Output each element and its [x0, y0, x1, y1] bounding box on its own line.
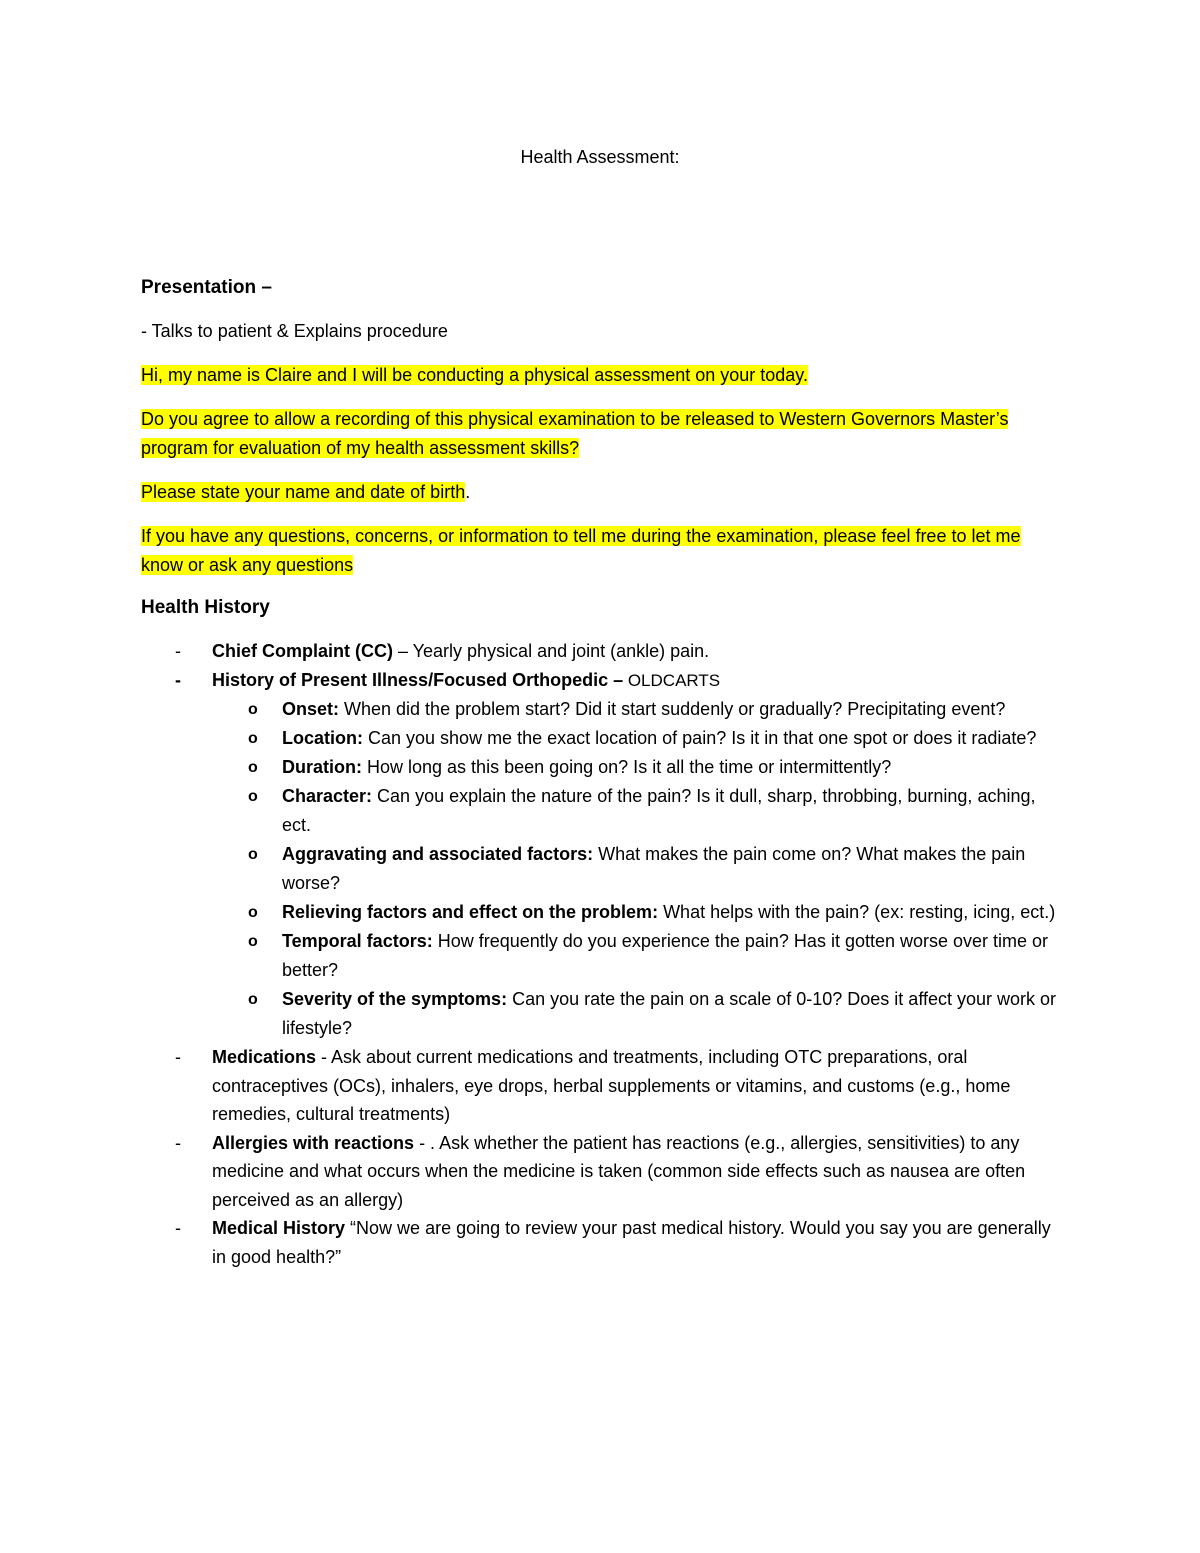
hpi-item-character: [141, 782, 1061, 840]
presentation-intro: - Talks to patient & Explains procedure: [141, 321, 448, 341]
medications-label: Medications: [212, 1047, 317, 1067]
severity-text: Can you rate the pain on a scale of 0-10? Does it affect your work or lifestyle?: [282, 989, 1057, 1038]
bullet-marker: o: [248, 759, 258, 776]
relieving-label: Relieving factors and effect on the problem:: [282, 902, 659, 922]
bullet-marker: o: [248, 701, 258, 718]
chief-complaint-label: Chief Complaint (CC): [212, 641, 393, 661]
highlight-consent: Do you agree to allow a recording of this physical examination to be released to Western Governors Master’s program for evaluation of my health assessment skills?: [141, 409, 1009, 458]
hpi-item-severity: [141, 985, 1061, 1043]
chief-complaint-text: – Yearly physical and joint (ankle) pain.: [392, 641, 710, 661]
aggravating-label: Aggravating and associated factors:: [282, 844, 594, 864]
medical-history-label: Medical History: [212, 1218, 346, 1238]
hpi-text: OLDCARTS: [623, 670, 721, 690]
hpi-item-relieving: [141, 898, 1061, 927]
hpi-item-duration: [141, 753, 1061, 782]
location-text: Can you show me the exact location of pain? Is it in that one spot or does it radiate?: [363, 728, 1037, 748]
dash-marker: -: [175, 1218, 181, 1238]
highlight-questions: If you have any questions, concerns, or information to tell me during the examination, please feel free to let me know or ask any questions: [141, 526, 1021, 575]
bullet-marker: o: [248, 933, 258, 950]
document-title: Health Assessment:: [520, 147, 680, 167]
consent-line: [141, 405, 1061, 463]
dash-marker: -: [175, 1047, 181, 1067]
health-history-heading: Health History: [141, 597, 270, 618]
bullet-marker: o: [248, 730, 258, 747]
duration-text: How long as this been going on? Is it all the time or intermittently?: [362, 757, 892, 777]
questions-line: [141, 522, 1061, 580]
hpi-label: History of Present Illness/Focused Orthopedic –: [212, 669, 624, 690]
identify-period: .: [465, 482, 471, 502]
presentation-heading: Presentation –: [141, 277, 272, 298]
bullet-marker: o: [248, 788, 258, 805]
bullet-marker: o: [248, 846, 258, 863]
list-item-chief-complaint: [141, 637, 1061, 666]
list-item-medical-history: [141, 1214, 1061, 1271]
list-item-allergies: [141, 1129, 1061, 1215]
hpi-item-location: [141, 724, 1061, 753]
dash-marker: -: [175, 1132, 181, 1153]
bullet-marker: o: [248, 991, 258, 1008]
temporal-text: How frequently do you experience the pain? Has it gotten worse over time or better?: [282, 931, 1049, 980]
hpi-item-temporal: [141, 927, 1061, 985]
medications-text: - Ask about current medications and treatments, including OTC preparations, oral contraceptives (OCs), inhalers, eye drops, herbal supplements or vitamins, and customs (e.g., home remedies, cultural treatments): [212, 1047, 1011, 1124]
document-body: [141, 274, 1061, 1271]
highlight-greeting: Hi, my name is Claire and I will be conducting a physical assessment on your today.: [141, 365, 808, 385]
hpi-item-aggravating: [141, 840, 1061, 898]
allergies-label: Allergies with reactions: [212, 1132, 415, 1153]
allergies-text: - . Ask whether the patient has reactions (e.g., allergies, sensitivities) to any medicine and what occurs when the medicine is taken (common side effects such as nausea are often perceived as an allergy): [212, 1132, 1026, 1210]
onset-text: When did the problem start? Did it start suddenly or gradually? Precipitating event?: [339, 699, 1006, 719]
medical-history-text: “Now we are going to review your past medical history. Would you say you are generally in good health?”: [212, 1218, 1051, 1267]
aggravating-text: What makes the pain come on? What makes the pain worse?: [282, 844, 1026, 893]
onset-label: Onset:: [282, 699, 340, 719]
greeting-line: [141, 361, 1061, 390]
character-text: Can you explain the nature of the pain? Is it dull, sharp, throbbing, burning, aching, ect.: [282, 786, 1036, 835]
location-label: Location:: [282, 728, 363, 748]
list-item-hpi: [141, 666, 1061, 696]
list-item-medications: [141, 1043, 1061, 1129]
hpi-item-onset: [141, 695, 1061, 724]
dash-marker: -: [175, 669, 181, 690]
identify-line: [141, 478, 1061, 507]
relieving-text: What helps with the pain? (ex: resting, icing, ect.): [658, 902, 1056, 922]
temporal-label: Temporal factors:: [282, 931, 433, 951]
dash-marker: -: [175, 641, 181, 661]
severity-label: Severity of the symptoms:: [282, 989, 508, 1009]
character-label: Character:: [282, 786, 373, 806]
bullet-marker: o: [248, 904, 258, 921]
highlight-identify: Please state your name and date of birth: [141, 482, 466, 502]
duration-label: Duration:: [282, 757, 362, 777]
